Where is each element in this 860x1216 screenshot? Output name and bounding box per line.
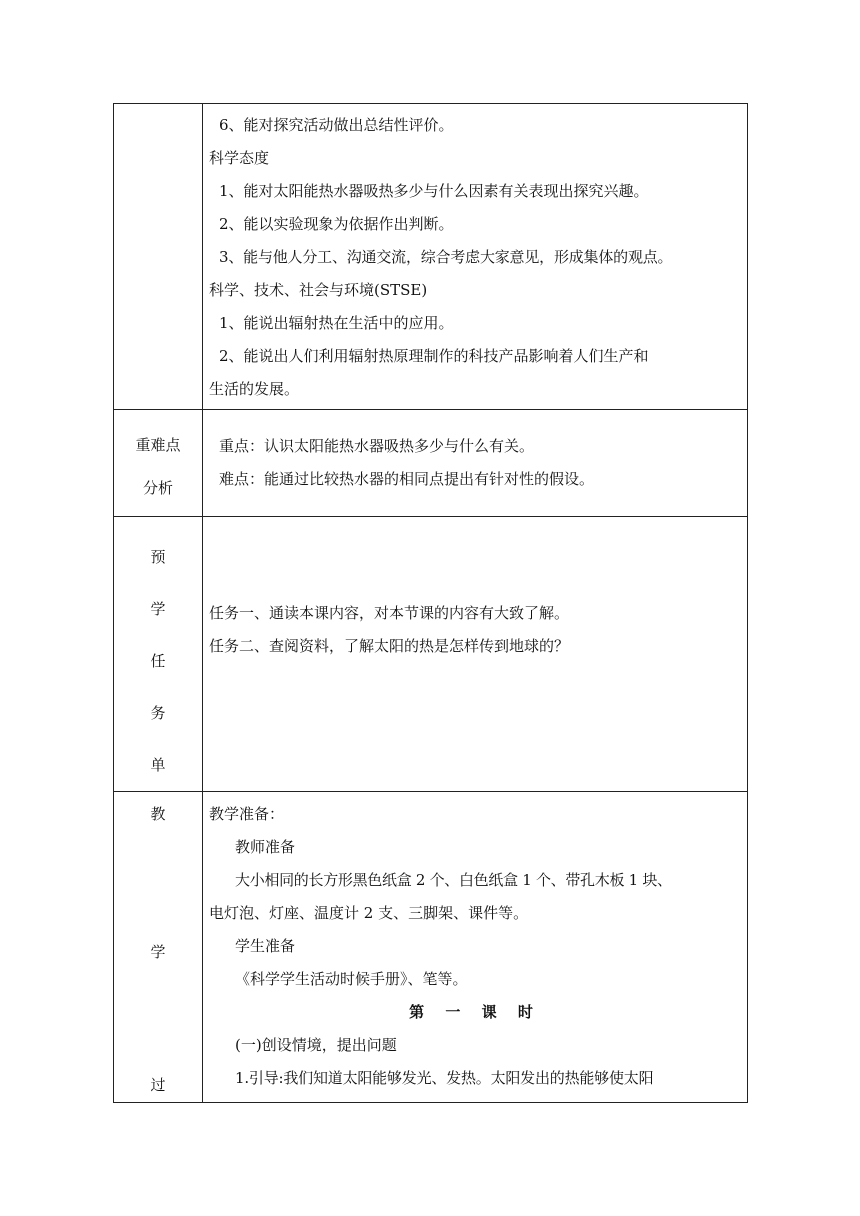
difficulty-text: 难点：能通过比较热水器的相同点提出有针对性的假设。 <box>219 470 595 488</box>
objective-line: 6、能对探究活动做出总结性评价。 <box>219 116 454 134</box>
teacher-prep-heading: 教师准备 <box>235 838 296 856</box>
objective-line: 2、能说出人们利用辐射热原理制作的科技产品影响着人们生产和 <box>219 347 649 365</box>
table-row <box>114 410 748 517</box>
label-char: 学 <box>150 600 166 618</box>
objective-line: 3、能与他人分工、沟通交流，综合考虑大家意见，形成集体的观点。 <box>219 248 673 266</box>
student-prep-heading: 学生准备 <box>235 937 296 955</box>
label-char: 务 <box>150 704 166 722</box>
objective-line: 生活的发展。 <box>209 380 300 398</box>
label-text: 重难点 <box>135 436 181 454</box>
label-text: 分析 <box>142 479 173 497</box>
paragraph-text: 1.引导:我们知道太阳能够发光、发热。太阳发出的热能够使太阳 <box>235 1069 654 1087</box>
section-heading: (一)创设情境，提出问题 <box>235 1036 397 1054</box>
prep-title: 教学准备： <box>209 805 285 823</box>
student-prep-items: 《科学学生活动时候手册》、笔等。 <box>235 970 468 988</box>
section-heading: 科学、技术、社会与环境(STSE) <box>209 281 428 299</box>
objective-line: 1、能对太阳能热水器吸热多少与什么因素有关表现出探究兴趣。 <box>219 182 649 200</box>
objectives-cell <box>203 104 748 410</box>
key-points-cell <box>203 410 748 517</box>
row-label-preview-tasks <box>114 517 203 792</box>
teacher-prep-items: 大小相同的长方形黑色纸盒 2 个、白色纸盒 1 个、带孔木板 1 块、 <box>235 871 672 889</box>
objective-line: 1、能说出辐射热在生活中的应用。 <box>219 314 454 332</box>
table-row <box>114 517 748 792</box>
row-label-teaching-process <box>114 792 203 1103</box>
label-spacer <box>114 969 202 1069</box>
key-point-text: 重点：认识太阳能热水器吸热多少与什么有关。 <box>219 437 535 455</box>
objective-line: 2、能以实验现象为依据作出判断。 <box>219 215 454 233</box>
label-char: 学 <box>150 943 166 961</box>
row-label-empty <box>114 104 203 410</box>
lesson-plan-table <box>113 103 748 1103</box>
section-heading: 科学态度 <box>209 149 270 167</box>
table-row <box>114 104 748 410</box>
preview-tasks-cell <box>203 517 748 792</box>
task-text: 任务一、通读本课内容，对本节课的内容有大致了解。 <box>209 604 570 622</box>
label-char: 过 <box>150 1076 166 1094</box>
lesson-title: 第 一 课 时 <box>409 1003 541 1021</box>
teaching-process-cell <box>203 792 748 1103</box>
label-spacer <box>114 831 202 936</box>
label-char: 预 <box>150 548 166 566</box>
label-char: 教 <box>150 805 166 823</box>
label-char: 任 <box>150 652 166 670</box>
table-row <box>114 792 748 1103</box>
label-char: 单 <box>150 756 166 774</box>
teacher-prep-items: 电灯泡、灯座、温度计 2 支、三脚架、课件等。 <box>209 904 529 922</box>
row-label-key-points <box>114 410 203 517</box>
task-text: 任务二、查阅资料，了解太阳的热是怎样传到地球的？ <box>209 637 570 655</box>
